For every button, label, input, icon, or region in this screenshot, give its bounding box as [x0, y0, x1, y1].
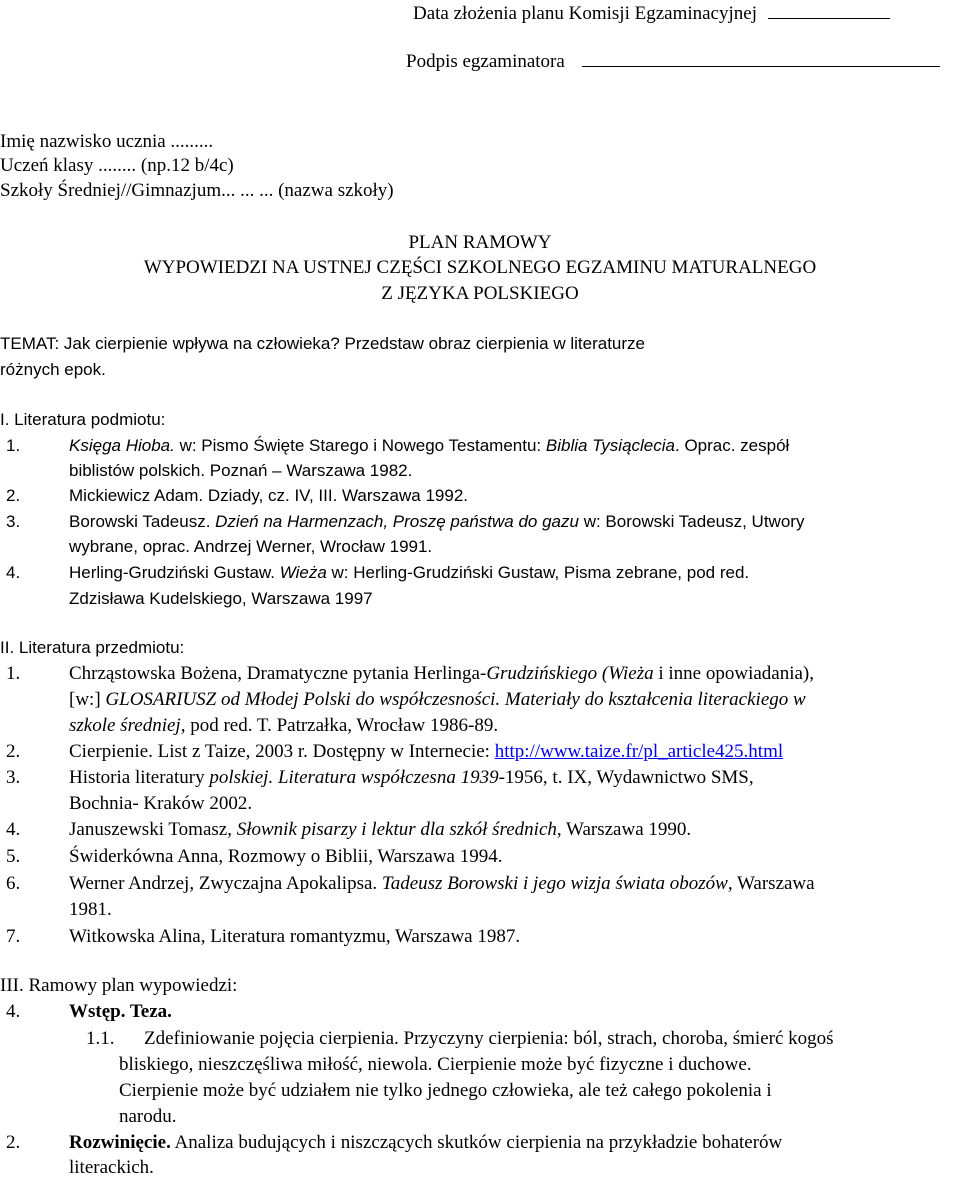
title-line-2: WYPOWIEDZI NA USTNEJ CZĘŚCI SZKOLNEGO EGZAMINU MATURALNEGO: [143, 257, 817, 278]
title-line-3: Z JĘZYKA POLSKIEGO: [381, 283, 579, 304]
list-number: 2.: [6, 1132, 21, 1153]
text-span: i inne opowiadania),: [653, 663, 815, 684]
book-title: Dzień na Harmenzach, Proszę państwa do gazu: [215, 512, 579, 531]
date-signature-field: [768, 2, 890, 19]
list-item-line: literackich.: [69, 1157, 154, 1178]
taize-link[interactable]: http://www.taize.fr/pl_article425.html: [494, 741, 784, 762]
text-span: Analiza budujących i niszczących skutków cierpienia na przykładzie bohaterów: [170, 1132, 783, 1153]
list-item-line: Zdefiniowanie pojęcia cierpienia. Przyczyny cierpienia: ból, strach, choroba, śmierć kogoś: [144, 1028, 834, 1049]
text-span: Chrząstowska Bożena, Dramatyczne pytania Herlinga-: [69, 663, 487, 684]
section-2-heading: II. Literatura przedmiotu:: [0, 638, 185, 657]
list-item-line: narodu.: [119, 1106, 177, 1127]
list-number: 1.: [6, 663, 21, 684]
topic-line-2: różnych epok.: [0, 360, 106, 379]
list-number: 2.: [6, 486, 21, 505]
list-item-line: [69, 1001, 172, 1023]
list-item-line: [69, 663, 814, 685]
book-title: Grudzińskiego (Wieża: [486, 663, 654, 684]
list-number: 2.: [6, 741, 21, 762]
list-number: 6.: [6, 873, 21, 894]
book-title: Słownik pisarzy i lektur dla szkół średnich: [236, 819, 557, 840]
text-span: w: Pismo Święte Starego i Nowego Testamentu:: [174, 436, 546, 455]
list-number: 1.1.: [86, 1028, 115, 1049]
list-item-line: Zdzisława Kudelskiego, Warszawa 1997: [69, 589, 373, 608]
plan-section-label: Rozwinięcie.: [69, 1132, 171, 1153]
list-item-line: [69, 1132, 782, 1154]
text-span: Werner Andrzej, Zwyczajna Apokalipsa.: [69, 873, 382, 894]
list-item-line: [69, 819, 691, 841]
section-3-heading: III. Ramowy plan wypowiedzi:: [0, 975, 238, 996]
book-title: Wieża: [279, 563, 327, 582]
list-item-line: Witkowska Alina, Literatura romantyzmu, Warszawa 1987.: [69, 926, 521, 947]
list-item-line: [69, 873, 815, 895]
text-span: w: Herling-Grudziński Gustaw, Pisma zebrane, pod red.: [326, 563, 750, 582]
text-span: . Oprac. zespół: [675, 436, 790, 455]
signature-field: [582, 50, 940, 67]
list-item-line: bliskiego, nieszczęśliwa miłość, niewola. Cierpienie może być fizyczne i duchowe.: [119, 1054, 752, 1075]
text-span: -1956, t. IX, Wydawnictwo SMS,: [498, 767, 754, 788]
list-item-line: Mickiewicz Adam. Dziady, cz. IV, III. Warszawa 1992.: [69, 486, 469, 505]
list-item-line: [69, 715, 498, 737]
text-span: , Warszawa: [727, 873, 815, 894]
text-span: Herling-Grudziński Gustaw.: [69, 563, 280, 582]
text-span: Januszewski Tomasz,: [69, 819, 237, 840]
list-number: 3.: [6, 512, 21, 531]
student-school: Szkoły Średniej//Gimnazjum... ... ... (nazwa szkoły): [0, 180, 394, 201]
book-title: Księga Hioba.: [69, 436, 175, 455]
text-span: , Warszawa 1990.: [556, 819, 692, 840]
book-title: GLOSARIUSZ od Młodej Polski do współczesności. Materiały do kształcenia literackiego w: [105, 689, 806, 710]
student-name: Imię nazwisko ucznia .........: [0, 131, 214, 152]
text-span: [w:]: [69, 689, 106, 710]
book-title: polskiej. Literatura współczesna 1939: [209, 767, 499, 788]
book-title: Biblia Tysiąclecia: [545, 436, 675, 455]
examiner-signature-line: [406, 50, 940, 73]
list-item-line: [69, 435, 789, 457]
list-item-line: [69, 511, 804, 533]
text-span: Historia literatury: [69, 767, 210, 788]
list-item-line: [69, 741, 783, 763]
list-item-line: [69, 689, 806, 711]
text-span: Borowski Tadeusz.: [69, 512, 216, 531]
examiner-signature-label: Podpis egzaminatora: [406, 51, 565, 72]
list-item-line: 1981.: [69, 899, 112, 920]
section-1-heading: I. Literatura podmiotu:: [0, 410, 166, 429]
title-line-1: PLAN RAMOWY: [408, 232, 552, 253]
list-item-line: [69, 562, 749, 584]
list-item-line: [69, 767, 754, 789]
list-item-line: Bochnia- Kraków 2002.: [69, 793, 253, 814]
book-title: Tadeusz Borowski i jego wizja świata obozów: [381, 873, 728, 894]
list-number: 1.: [6, 436, 21, 455]
text-span: w: Borowski Tadeusz, Utwory: [578, 512, 805, 531]
list-number: 4.: [6, 819, 21, 840]
text-span: Cierpienie. List z Taize, 2003 r. Dostępny w Internecie:: [69, 741, 495, 762]
list-item-line: Cierpienie może być udziałem nie tylko jednego człowieka, ale też całego pokolenia i: [119, 1080, 772, 1101]
list-item-line: wybrane, oprac. Andrzej Werner, Wrocław 1991.: [69, 537, 433, 556]
list-number: 7.: [6, 926, 21, 947]
list-number: 4.: [6, 563, 21, 582]
list-item-line: Świderkówna Anna, Rozmowy o Biblii, Warszawa 1994.: [69, 846, 503, 867]
submission-date-line: [413, 2, 890, 25]
list-number: 3.: [6, 767, 21, 788]
plan-section-label: Wstęp. Teza.: [69, 1001, 172, 1022]
topic-line-1: TEMAT: Jak cierpienie wpływa na człowieka? Przedstaw obraz cierpienia w literaturze: [0, 334, 646, 353]
submission-date-label: Data złożenia planu Komisji Egzaminacyjnej: [413, 3, 757, 24]
list-number: 4.: [6, 1001, 21, 1022]
student-class: Uczeń klasy ........ (np.12 b/4c): [0, 155, 234, 176]
text-span: , pod red. T. Patrzałka, Wrocław 1986-89.: [180, 715, 499, 736]
list-item-line: biblistów polskich. Poznań – Warszawa 1982.: [69, 461, 413, 480]
list-number: 5.: [6, 846, 21, 867]
book-title: szkole średniej: [69, 715, 181, 736]
